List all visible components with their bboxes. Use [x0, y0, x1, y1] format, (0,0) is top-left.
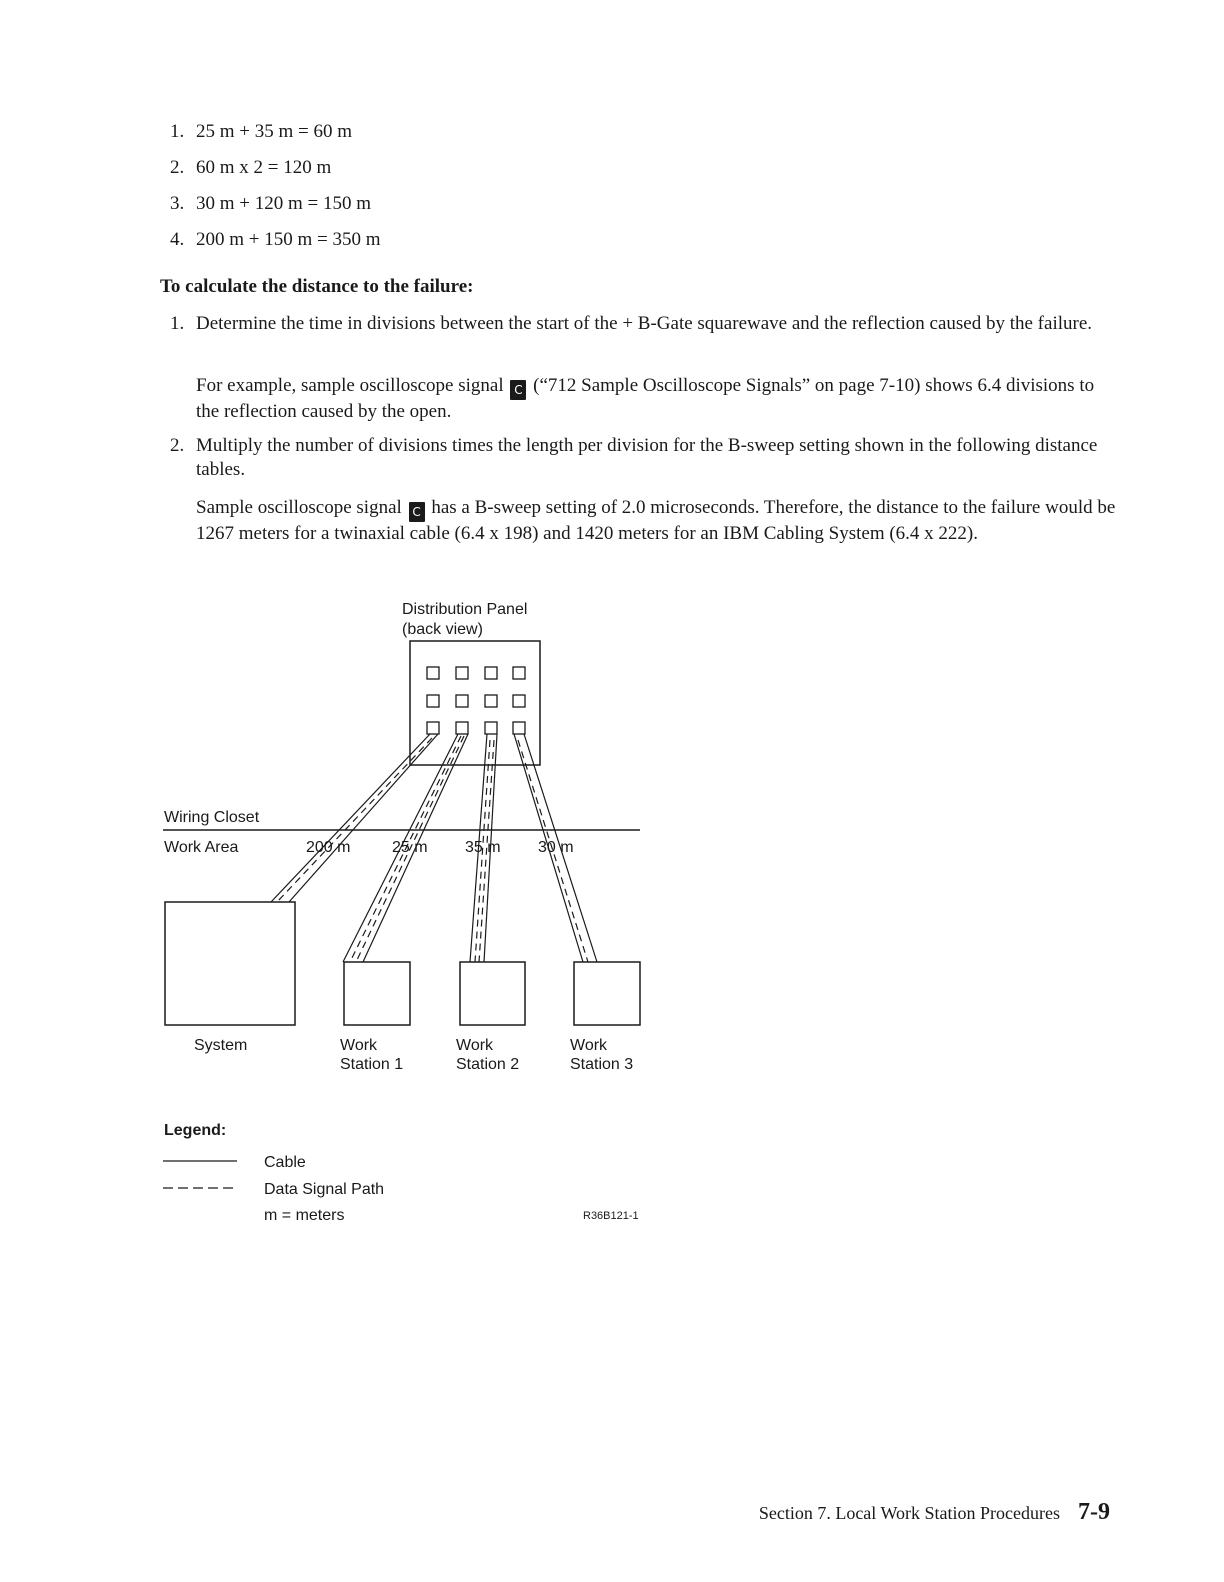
- ws3-label-line2: Station 3: [570, 1056, 634, 1073]
- system-box: [165, 902, 295, 1025]
- legend-title: Legend:: [164, 1122, 227, 1139]
- example-pre: Sample oscilloscope signal: [196, 497, 402, 518]
- calc-text: 25 m + 35 m = 60 m: [196, 121, 353, 142]
- legend-cable-label: Cable: [264, 1154, 306, 1171]
- cable-to-system: [271, 734, 438, 902]
- panel-title: Distribution Panel: [402, 601, 528, 618]
- ws2-label-line2: Station 2: [456, 1056, 520, 1073]
- distance-label-ws1: 25 m: [392, 839, 428, 856]
- calc-number: 3.: [170, 193, 185, 214]
- distance-label-system: 200 m: [306, 839, 351, 856]
- ws1-label-line2: Station 1: [340, 1056, 404, 1073]
- workstation-3-box: [574, 962, 640, 1025]
- panel-subtitle: (back view): [402, 621, 483, 638]
- calc-number: 2.: [170, 157, 185, 178]
- step-number: 2.: [170, 435, 185, 456]
- work-area-label: Work Area: [164, 839, 239, 856]
- panel-ports: [427, 667, 525, 734]
- legend-meters-label: m = meters: [264, 1207, 345, 1224]
- example-post: (“712 Sample Oscilloscope Signals” on page 7-10) shows 6.4 divisions to the reflection caused by the open.: [196, 375, 1095, 422]
- page-footer: [759, 1500, 1110, 1525]
- page-number: 7-9: [1078, 1499, 1110, 1525]
- calc-number: 4.: [170, 229, 185, 250]
- workstation-1-box: [344, 962, 410, 1025]
- ws3-label-line1: Work: [570, 1037, 608, 1054]
- calc-number: 1.: [170, 121, 185, 142]
- distance-label-ws2: 35 m: [465, 839, 501, 856]
- signal-marker-c: C: [510, 380, 526, 400]
- section-heading: To calculate the distance to the failure:: [160, 276, 474, 297]
- ws2-label-line1: Work: [456, 1037, 494, 1054]
- distance-label-ws3: 30 m: [538, 839, 574, 856]
- figure-id: R36B121-1: [583, 1210, 639, 1222]
- step-number: 1.: [170, 313, 185, 334]
- example-pre: For example, sample oscilloscope signal: [196, 375, 504, 396]
- calc-text: 200 m + 150 m = 350 m: [196, 229, 381, 250]
- system-label: System: [194, 1037, 248, 1054]
- signal-marker-c: C: [409, 502, 425, 522]
- ws1-label-line1: Work: [340, 1037, 378, 1054]
- calc-text: 60 m x 2 = 120 m: [196, 157, 332, 178]
- example-post: has a B-sweep setting of 2.0 microseconds. Therefore, the distance to the failure would be 1267 meters for a twinaxial cable (6.4 x 198) and 1420 meters for an IBM Cabling System (6.4 x 222).: [196, 497, 1116, 544]
- step-text: Determine the time in divisions between the start of the + B-Gate squarewave and the reflection caused by the failure.: [196, 313, 1093, 334]
- footer-section: Section 7. Local Work Station Procedures: [758, 1503, 1060, 1523]
- wiring-closet-label: Wiring Closet: [164, 809, 260, 826]
- cable-to-workstation-1: [343, 734, 468, 962]
- step-text: Multiply the number of divisions times the length per division for the B-sweep setting shown in the following distance tables.: [196, 435, 1098, 480]
- workstation-2-box: [460, 962, 525, 1025]
- legend-data-path-label: Data Signal Path: [264, 1181, 385, 1198]
- calc-text: 30 m + 120 m = 150 m: [196, 193, 372, 214]
